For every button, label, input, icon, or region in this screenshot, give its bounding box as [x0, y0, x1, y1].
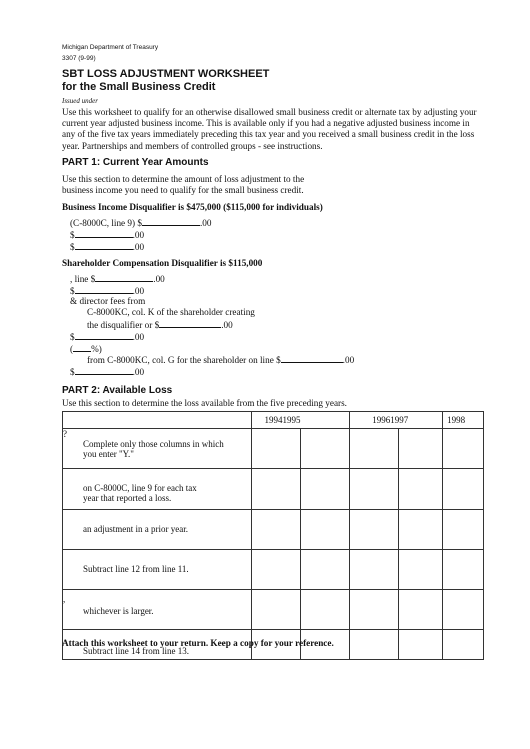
cell-1994[interactable] [252, 590, 301, 630]
cell-1997[interactable] [399, 550, 443, 590]
scd-line-1 [70, 273, 165, 284]
year-header-1998 [443, 412, 484, 429]
cell-1997[interactable] [399, 630, 443, 660]
cell-1995[interactable] [301, 429, 350, 469]
row-text: year that reported a loss. [83, 493, 172, 503]
cell-1995[interactable] [301, 469, 350, 510]
table-row [63, 510, 484, 550]
cell-1996[interactable] [350, 590, 399, 630]
row-label [63, 590, 252, 630]
dollar-sign: $ [70, 367, 75, 377]
year-1996: 1996 [372, 415, 391, 425]
row-text: Subtract line 14 from line 13. [83, 646, 189, 656]
cents-label: .00 [132, 286, 145, 296]
scd-line-9-field[interactable] [75, 366, 133, 375]
scd-line-5-label: the disqualifier or $ [87, 320, 160, 330]
cell-1997[interactable] [399, 590, 443, 630]
row-text: on C-8000C, line 9 for each tax [83, 483, 197, 493]
bid-line-1 [70, 217, 211, 228]
part2-heading: PART 2: Available Loss [62, 385, 173, 396]
table-row [63, 469, 484, 510]
cell-1994[interactable] [252, 550, 301, 590]
row-text: an adjustment in a prior year. [83, 524, 188, 534]
dollar-sign: $ [70, 242, 75, 252]
year-header-row [63, 412, 484, 429]
cell-1995[interactable] [301, 550, 350, 590]
bid-heading: Business Income Disqualifier is $475,000 ($115,000 for individuals) [62, 202, 323, 212]
worksheet-title: SBT LOSS ADJUSTMENT WORKSHEET [62, 68, 270, 80]
row-mark: , [63, 594, 66, 604]
row-label [63, 469, 252, 510]
cell-1996[interactable] [350, 630, 399, 660]
scd-line-4: C-8000KC, col. K of the shareholder creating [87, 307, 255, 317]
scd-line-5-field[interactable] [159, 319, 221, 328]
worksheet-subtitle: for the Small Business Credit [62, 81, 216, 93]
cell-1995[interactable] [301, 590, 350, 630]
cell-1996[interactable] [350, 429, 399, 469]
cell-1994[interactable] [252, 469, 301, 510]
dollar-sign: $ [70, 332, 75, 342]
percent-field[interactable] [73, 343, 91, 352]
scd-line-8-field[interactable] [281, 354, 343, 363]
agency-name: Michigan Department of Treasury [62, 44, 159, 51]
bid-line-1-label: (C-8000C, line 9) $ [70, 218, 142, 228]
row-text: Complete only those columns in which [83, 439, 224, 449]
footer-note: Attach this worksheet to your return. Keep a copy for your reference. [62, 638, 334, 648]
dollar-sign: $ [70, 286, 75, 296]
scd-line-1-label: , line $ [70, 274, 96, 284]
cell-1998[interactable] [443, 590, 484, 630]
table-row [63, 429, 484, 469]
row-text: Subtract line 12 from line 11. [83, 564, 189, 574]
cents-label: .00 [132, 242, 145, 252]
scd-line-5 [87, 319, 233, 330]
scd-line-8-label: from C-8000KC, col. G for the shareholder on line $ [87, 355, 281, 365]
bid-line-2 [70, 229, 144, 240]
cell-1997[interactable] [399, 510, 443, 550]
row-label [63, 429, 252, 469]
cell-1998[interactable] [443, 510, 484, 550]
cell-1998[interactable] [443, 469, 484, 510]
cell-1998[interactable] [443, 550, 484, 590]
scd-line-7 [70, 343, 102, 354]
scd-line-6 [70, 331, 144, 342]
cents-label: .00 [342, 355, 355, 365]
row-label [63, 550, 252, 590]
year-header-1994-1995 [252, 412, 350, 429]
scd-heading: Shareholder Compensation Disqualifier is $115,000 [62, 258, 263, 268]
open-paren: ( [70, 344, 74, 354]
part2-desc: Use this section to determine the loss available from the five preceding years. [62, 398, 347, 408]
cell-1997[interactable] [399, 469, 443, 510]
part1-heading: PART 1: Current Year Amounts [62, 157, 209, 168]
available-loss-table [62, 411, 484, 660]
scd-line-1-field[interactable] [95, 273, 153, 282]
percent-label: %) [91, 344, 102, 354]
scd-line-2 [70, 285, 144, 296]
cell-1996[interactable] [350, 469, 399, 510]
label-header-cell [63, 412, 252, 429]
cents-label: .00 [132, 332, 145, 342]
year-1997: 1997 [390, 415, 409, 425]
bid-line-2-field[interactable] [75, 229, 133, 238]
bid-line-3-field[interactable] [75, 241, 133, 250]
table-row [63, 590, 484, 630]
cents-label: .00 [132, 367, 145, 377]
scd-line-9 [70, 366, 144, 377]
scd-line-2-field[interactable] [75, 285, 133, 294]
row-mark: ? [63, 429, 67, 439]
cell-1995[interactable] [301, 510, 350, 550]
scd-line-3: & director fees from [70, 296, 146, 306]
cents-label: .00 [221, 320, 233, 330]
bid-line-3 [70, 241, 144, 252]
part1-desc-line1: Use this section to determine the amount of loss adjustment to the [62, 174, 305, 184]
intro-paragraph: Use this worksheet to qualify for an otherwise disallowed small business credit or alternate tax by adjusting your current year adjusted business income. This is available only if you had a negative adjusted business income in any of the five tax years immediately preceding this tax year and you received a small business credit in the loss year. Partnerships and members of controlled groups - see instructions. [62, 107, 477, 151]
year-1998: 1998 [447, 415, 466, 425]
cents-label: .00 [132, 230, 145, 240]
year-1995: 1995 [282, 415, 301, 425]
dollar-sign: $ [70, 230, 75, 240]
cents-label: .00 [153, 274, 165, 284]
part1-desc-line2: business income you need to qualify for the small business credit. [62, 185, 304, 195]
cell-1998[interactable] [443, 429, 484, 469]
cell-1994[interactable] [252, 429, 301, 469]
cell-1996[interactable] [350, 550, 399, 590]
table-row [63, 550, 484, 590]
bid-line-1-field[interactable] [142, 217, 200, 226]
cell-1996[interactable] [350, 510, 399, 550]
scd-line-6-field[interactable] [75, 331, 133, 340]
issued-under: Issued under [62, 97, 98, 105]
cell-1997[interactable] [399, 429, 443, 469]
cell-1998[interactable] [443, 630, 484, 660]
scd-line-8 [87, 354, 354, 365]
form-number: 3307 (9-99) [62, 55, 96, 62]
cell-1994[interactable] [252, 510, 301, 550]
year-1994: 1994 [264, 415, 283, 425]
row-text: you enter "Y." [83, 449, 134, 459]
row-text: whichever is larger. [83, 606, 154, 616]
row-label [63, 510, 252, 550]
year-header-1996-1997 [350, 412, 443, 429]
cents-label: .00 [199, 218, 212, 228]
